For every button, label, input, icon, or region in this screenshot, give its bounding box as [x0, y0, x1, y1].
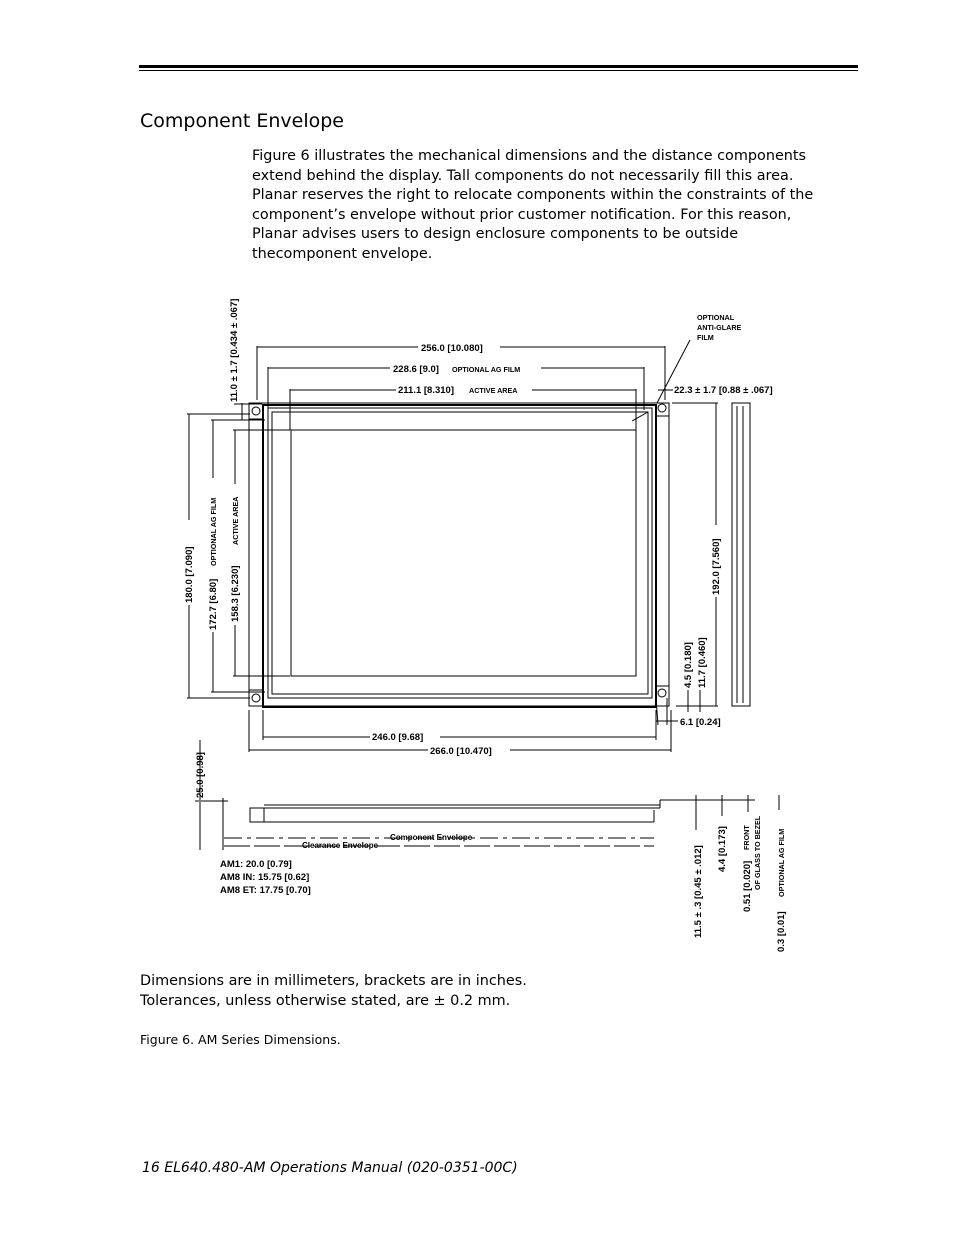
clearance-envelope-label: Clearance Envelope	[302, 841, 379, 850]
figure-caption: Figure 6. AM Series Dimensions.	[140, 1032, 341, 1047]
dim-4-5: 4.5 [0.180]	[683, 642, 694, 688]
section-title: Component Envelope	[140, 110, 344, 132]
dim-0-3: 0.3 [0.01]	[776, 911, 787, 952]
dim-256: 256.0 [10.080]	[421, 343, 483, 354]
mount-hole-bl	[252, 694, 260, 702]
dim-211: 211.1 [8.310]	[398, 385, 454, 396]
side-view-panel	[732, 403, 750, 706]
ag-film-outline	[272, 412, 648, 694]
am8-in-value: AM8 IN: 15.75 [0.62]	[220, 872, 310, 883]
dim-11-7: 11.7 [0.460]	[697, 637, 708, 688]
optional-film-label-3: FILM	[697, 333, 714, 342]
component-envelope-label: Component Envelope	[390, 833, 473, 842]
dim-4-4: 4.4 [0.173]	[717, 826, 728, 872]
intro-paragraph: Figure 6 illustrates the mechanical dimensions and the distance components extend behind the display. Tall components do not necessarily fill this area. Planar reserves the right to relocate components within the constraints of the component’s envelope without prior customer notification. For this reason, Planar advises users to design enclosure components to be outside thecomponent envelope.	[252, 148, 814, 262]
dim-158: 158.3 [6.230]	[230, 565, 241, 622]
dim-228-sub: OPTIONAL AG FILM	[452, 365, 521, 374]
dim-246: 246.0 [9.68]	[372, 732, 424, 743]
dim-192: 192.0 [7.560]	[711, 538, 722, 595]
dim-172-sub: OPTIONAL AG FILM	[209, 497, 218, 566]
am8-et-value: AM8 ET: 17.75 [0.70]	[220, 885, 311, 896]
panel-frame	[263, 405, 656, 707]
dim-180: 180.0 [7.090]	[184, 546, 195, 603]
dim-0-51-sub-2: OF GLASS TO BEZEL	[753, 815, 762, 890]
dim-0-51: 0.51 [0.020]	[742, 860, 753, 912]
mount-hole-br	[658, 689, 666, 697]
dim-25: 25.0 [0.98]	[195, 752, 206, 798]
mount-hole-tr	[658, 404, 666, 412]
dim-158-sub: ACTIVE AREA	[231, 496, 240, 545]
tolerance-note: Tolerances, unless otherwise stated, are ± 0.2 mm.	[140, 993, 511, 1009]
dim-11-5: 11.5 ± .3 [0.45 ± .012]	[693, 845, 704, 938]
units-note: Dimensions are in millimeters, brackets are in inches.	[140, 973, 527, 989]
panel-inner-frame	[268, 408, 652, 698]
dim-172: 172.7 [6.80]	[208, 578, 219, 630]
dim-22-3: 22.3 ± 1.7 [0.88 ± .067]	[674, 385, 773, 396]
active-area	[291, 430, 636, 676]
dim-0-3-sub: OPTIONAL AG FILM	[777, 828, 786, 897]
mount-hole-tl	[252, 407, 260, 415]
dim-6-1: 6.1 [0.24]	[680, 717, 721, 728]
dim-11-0: 11.0 ± 1.7 [0.434 ± .067]	[229, 298, 240, 402]
dim-228: 228.6 [9.0]	[393, 364, 439, 375]
optional-film-label-1: OPTIONAL	[697, 313, 735, 322]
am1-value: AM1: 20.0 [0.79]	[220, 859, 292, 870]
dim-211-sub: ACTIVE AREA	[469, 386, 518, 395]
page-footer: 16 EL640.480-AM Operations Manual (020-0351-00C)	[142, 1160, 518, 1176]
optional-film-label-2: ANTI-GLARE	[697, 323, 742, 332]
dim-266: 266.0 [10.470]	[430, 746, 492, 757]
dim-0-51-sub-1: FRONT	[742, 825, 751, 850]
panel-outer-bezel	[249, 403, 669, 706]
